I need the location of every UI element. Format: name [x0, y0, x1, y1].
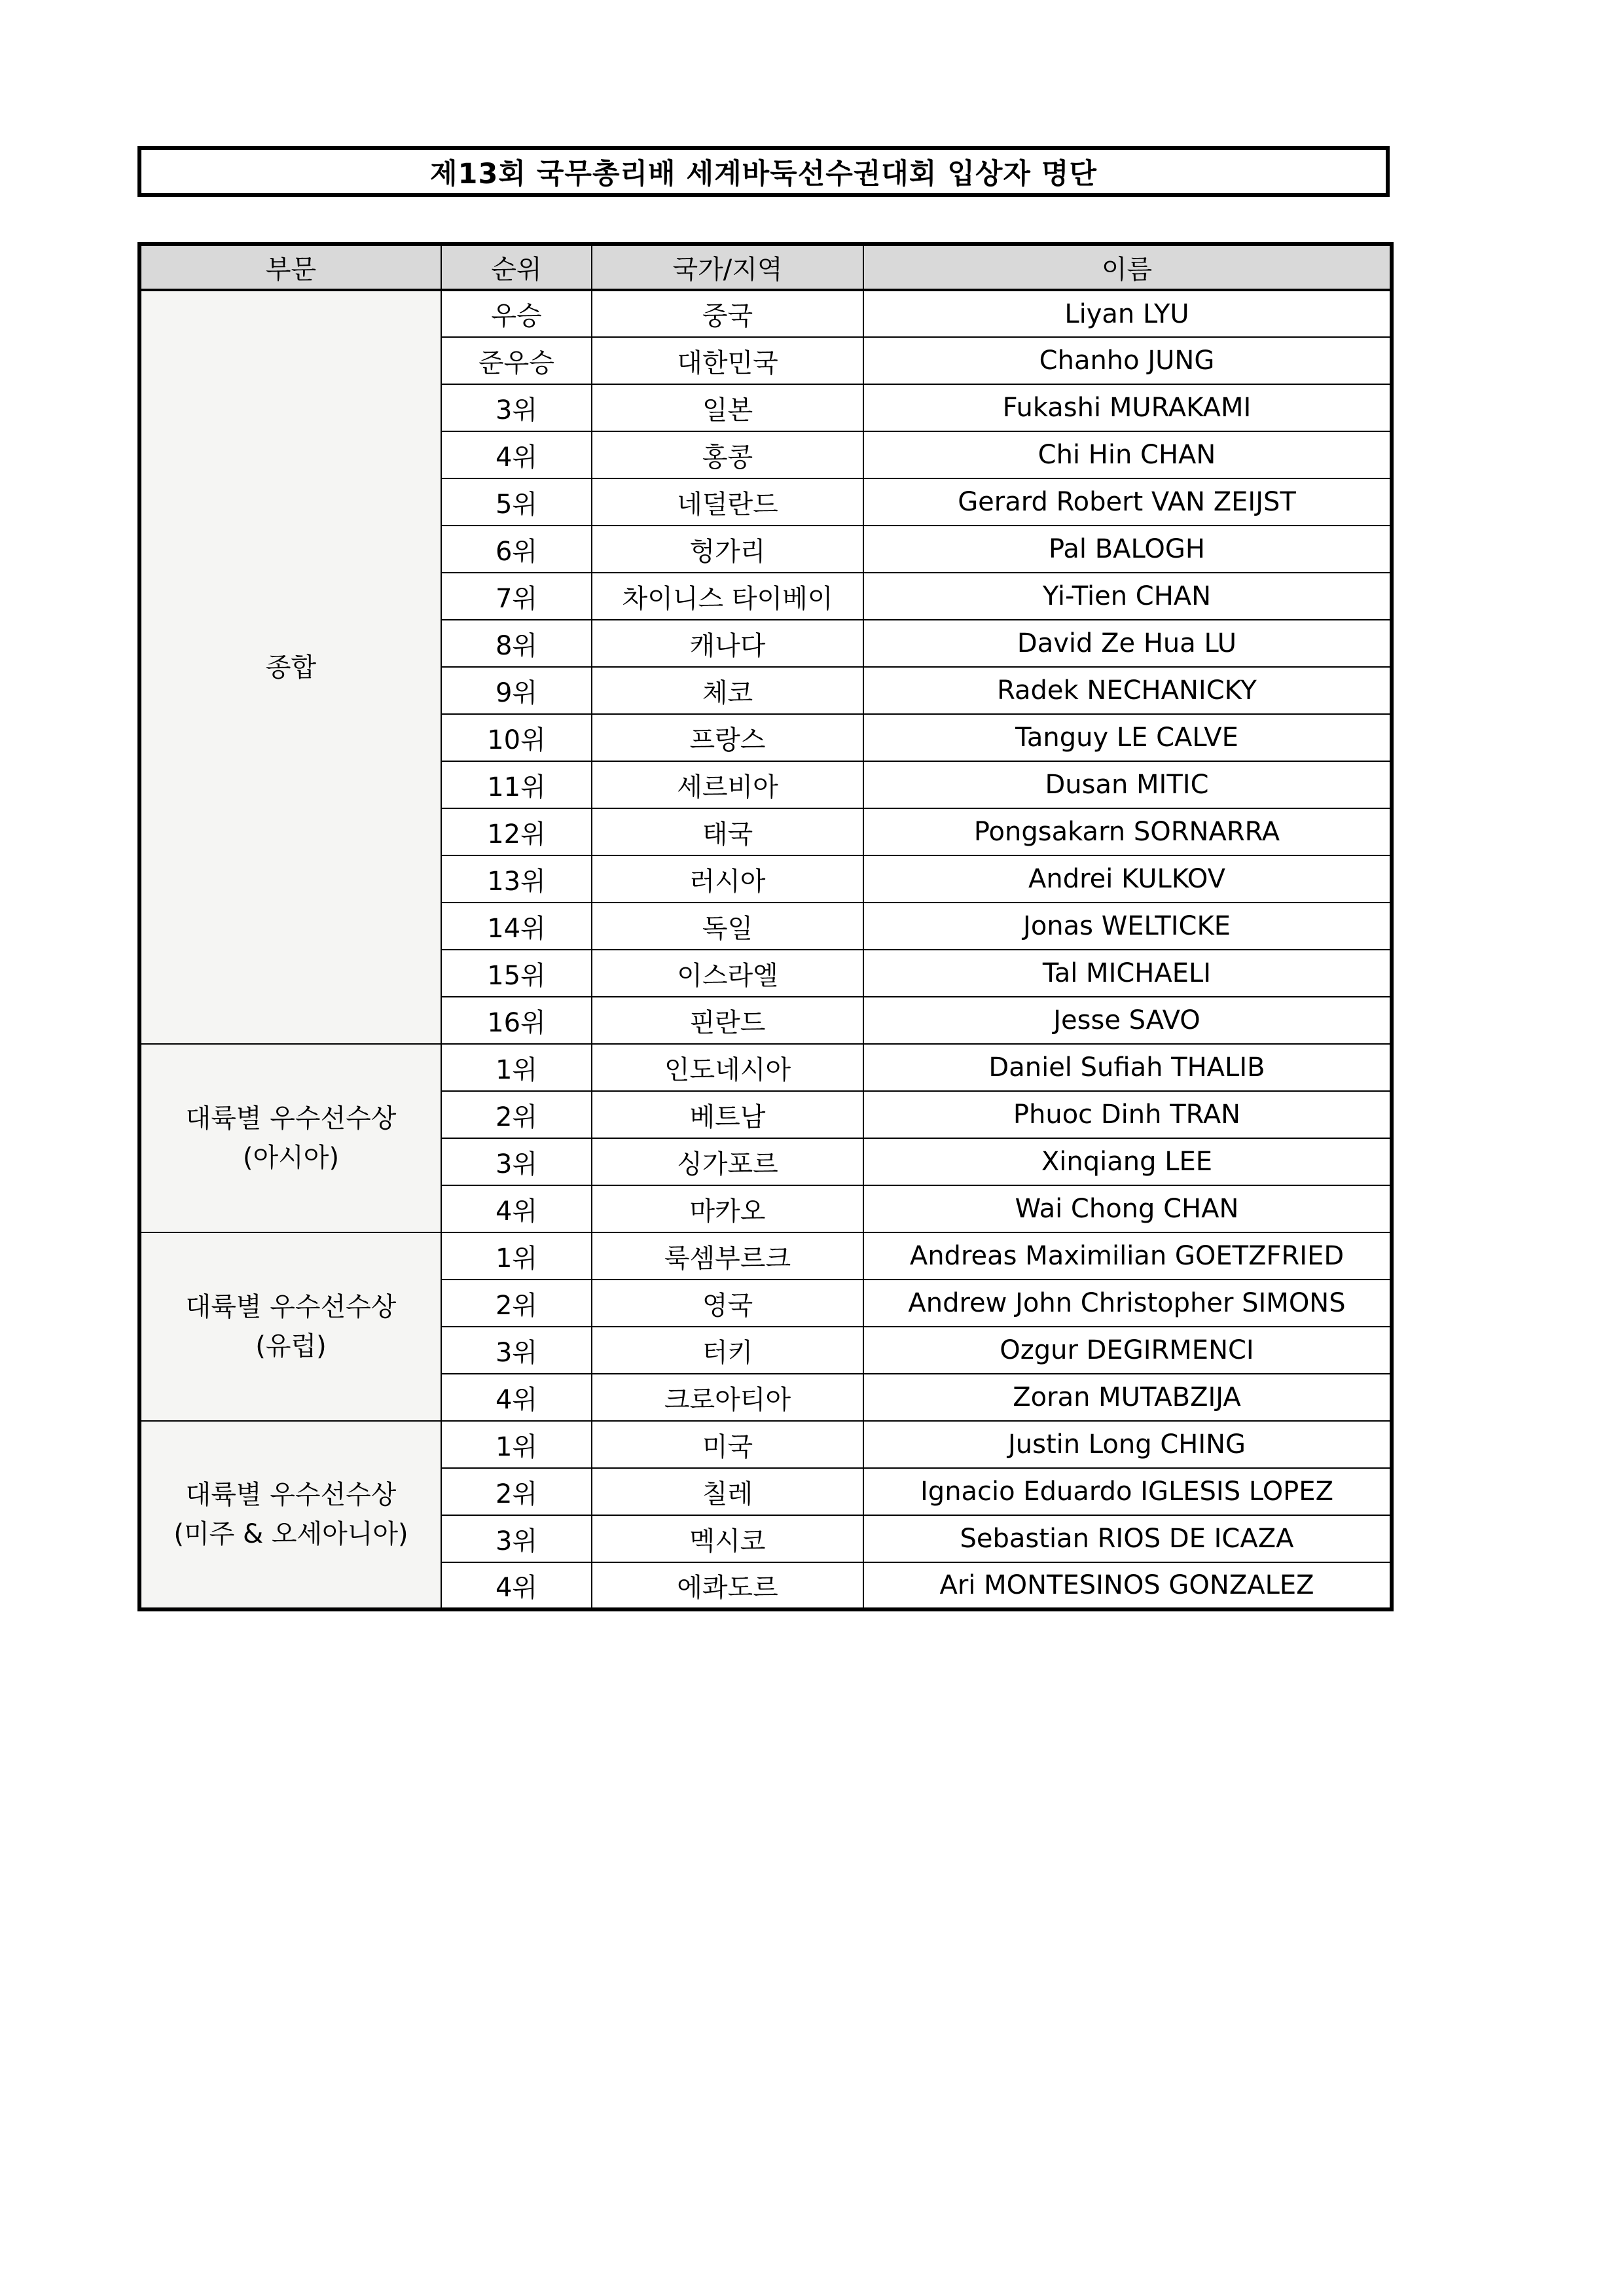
country-cell: 일본 — [592, 384, 863, 431]
country-cell: 터키 — [592, 1327, 863, 1374]
header-rank: 순위 — [441, 244, 592, 290]
country-cell: 에콰도르 — [592, 1562, 863, 1609]
rank-cell: 12위 — [441, 808, 592, 855]
country-cell: 인도네시아 — [592, 1044, 863, 1091]
country-cell: 홍콩 — [592, 431, 863, 478]
player-name-cell: Sebastian RIOS DE ICAZA — [863, 1515, 1392, 1562]
player-name-cell: Pal BALOGH — [863, 526, 1392, 573]
country-cell: 러시아 — [592, 855, 863, 903]
rank-cell: 4위 — [441, 1374, 592, 1421]
player-name-cell: Andreas Maximilian GOETZFRIED — [863, 1232, 1392, 1280]
player-name-cell: Fukashi MURAKAMI — [863, 384, 1392, 431]
rank-cell: 1위 — [441, 1232, 592, 1280]
division-label: 대륙별 우수선수상 — [185, 1103, 397, 1134]
rank-cell: 14위 — [441, 903, 592, 950]
rank-cell: 2위 — [441, 1468, 592, 1515]
country-cell: 마카오 — [592, 1185, 863, 1232]
player-name-cell: Gerard Robert VAN ZEIJST — [863, 478, 1392, 526]
rank-cell: 우승 — [441, 290, 592, 337]
table-row — [139, 1044, 1392, 1091]
player-name-cell: Jesse SAVO — [863, 997, 1392, 1044]
player-name-cell: Wai Chong CHAN — [863, 1185, 1392, 1232]
player-name-cell: Chi Hin CHAN — [863, 431, 1392, 478]
division-label: 대륙별 우수선수상 — [185, 1480, 397, 1510]
country-cell: 멕시코 — [592, 1515, 863, 1562]
player-name-cell: Justin Long CHING — [863, 1421, 1392, 1468]
rank-cell: 4위 — [441, 1185, 592, 1232]
player-name-cell: Liyan LYU — [863, 290, 1392, 337]
rank-cell: 8위 — [441, 620, 592, 667]
header-name: 이름 — [863, 244, 1392, 290]
country-cell: 룩셈부르크 — [592, 1232, 863, 1280]
rank-cell: 15위 — [441, 950, 592, 997]
player-name-cell: Tal MICHAELI — [863, 950, 1392, 997]
country-cell: 프랑스 — [592, 714, 863, 761]
player-name-cell: David Ze Hua LU — [863, 620, 1392, 667]
rank-cell: 1위 — [441, 1421, 592, 1468]
rank-cell: 16위 — [441, 997, 592, 1044]
rank-cell: 10위 — [441, 714, 592, 761]
rank-cell: 1위 — [441, 1044, 592, 1091]
country-cell: 싱가포르 — [592, 1138, 863, 1185]
country-cell: 네덜란드 — [592, 478, 863, 526]
country-cell: 영국 — [592, 1280, 863, 1327]
country-cell: 크로아티아 — [592, 1374, 863, 1421]
country-cell: 캐나다 — [592, 620, 863, 667]
player-name-cell: Zoran MUTABZIJA — [863, 1374, 1392, 1421]
player-name-cell: Andrew John Christopher SIMONS — [863, 1280, 1392, 1327]
player-name-cell: Ignacio Eduardo IGLESIS LOPEZ — [863, 1468, 1392, 1515]
results-table — [137, 242, 1394, 1611]
division-label: (미주 & 오세아니아) — [173, 1519, 408, 1549]
player-name-cell: Yi-Tien CHAN — [863, 573, 1392, 620]
country-cell: 독일 — [592, 903, 863, 950]
table-row — [139, 1232, 1392, 1280]
country-cell: 대한민국 — [592, 337, 863, 384]
country-cell: 중국 — [592, 290, 863, 337]
player-name-cell: Chanho JUNG — [863, 337, 1392, 384]
country-cell: 핀란드 — [592, 997, 863, 1044]
player-name-cell: Jonas WELTICKE — [863, 903, 1392, 950]
division-label: (유럽) — [255, 1331, 327, 1361]
country-cell: 미국 — [592, 1421, 863, 1468]
rank-cell: 5위 — [441, 478, 592, 526]
player-name-cell: Ari MONTESINOS GONZALEZ — [863, 1562, 1392, 1609]
division-cell — [139, 1044, 441, 1232]
rank-cell: 4위 — [441, 431, 592, 478]
rank-cell: 2위 — [441, 1280, 592, 1327]
header-country: 국가/지역 — [592, 244, 863, 290]
rank-cell: 3위 — [441, 1515, 592, 1562]
country-cell: 세르비아 — [592, 761, 863, 808]
country-cell: 태국 — [592, 808, 863, 855]
rank-cell: 11위 — [441, 761, 592, 808]
table-body — [139, 290, 1392, 1609]
country-cell: 베트남 — [592, 1091, 863, 1138]
player-name-cell: Andrei KULKOV — [863, 855, 1392, 903]
player-name-cell: Daniel Sufiah THALIB — [863, 1044, 1392, 1091]
division-cell — [139, 290, 441, 1044]
player-name-cell: Xinqiang LEE — [863, 1138, 1392, 1185]
table-row — [139, 290, 1392, 337]
rank-cell: 7위 — [441, 573, 592, 620]
player-name-cell: Radek NECHANICKY — [863, 667, 1392, 714]
player-name-cell: Ozgur DEGIRMENCI — [863, 1327, 1392, 1374]
document-title: 제13회 국무총리배 세계바둑선수권대회 입상자 명단 — [137, 146, 1390, 197]
player-name-cell: Pongsakarn SORNARRA — [863, 808, 1392, 855]
table-header — [139, 244, 1392, 290]
rank-cell: 4위 — [441, 1562, 592, 1609]
division-label: 대륙별 우수선수상 — [185, 1292, 397, 1322]
header-division: 부문 — [139, 244, 441, 290]
country-cell: 칠레 — [592, 1468, 863, 1515]
rank-cell: 3위 — [441, 1138, 592, 1185]
player-name-cell: Tanguy LE CALVE — [863, 714, 1392, 761]
rank-cell: 9위 — [441, 667, 592, 714]
country-cell: 이스라엘 — [592, 950, 863, 997]
table-row — [139, 1421, 1392, 1468]
rank-cell: 3위 — [441, 384, 592, 431]
rank-cell: 2위 — [441, 1091, 592, 1138]
country-cell: 차이니스 타이베이 — [592, 573, 863, 620]
rank-cell: 준우승 — [441, 337, 592, 384]
rank-cell: 6위 — [441, 526, 592, 573]
division-cell — [139, 1232, 441, 1421]
rank-cell: 3위 — [441, 1327, 592, 1374]
division-label: (아시아) — [242, 1143, 340, 1173]
country-cell: 헝가리 — [592, 526, 863, 573]
division-cell — [139, 1421, 441, 1609]
country-cell: 체코 — [592, 667, 863, 714]
player-name-cell: Dusan MITIC — [863, 761, 1392, 808]
header-row — [139, 244, 1392, 290]
rank-cell: 13위 — [441, 855, 592, 903]
player-name-cell: Phuoc Dinh TRAN — [863, 1091, 1392, 1138]
division-label: 종합 — [265, 652, 317, 683]
